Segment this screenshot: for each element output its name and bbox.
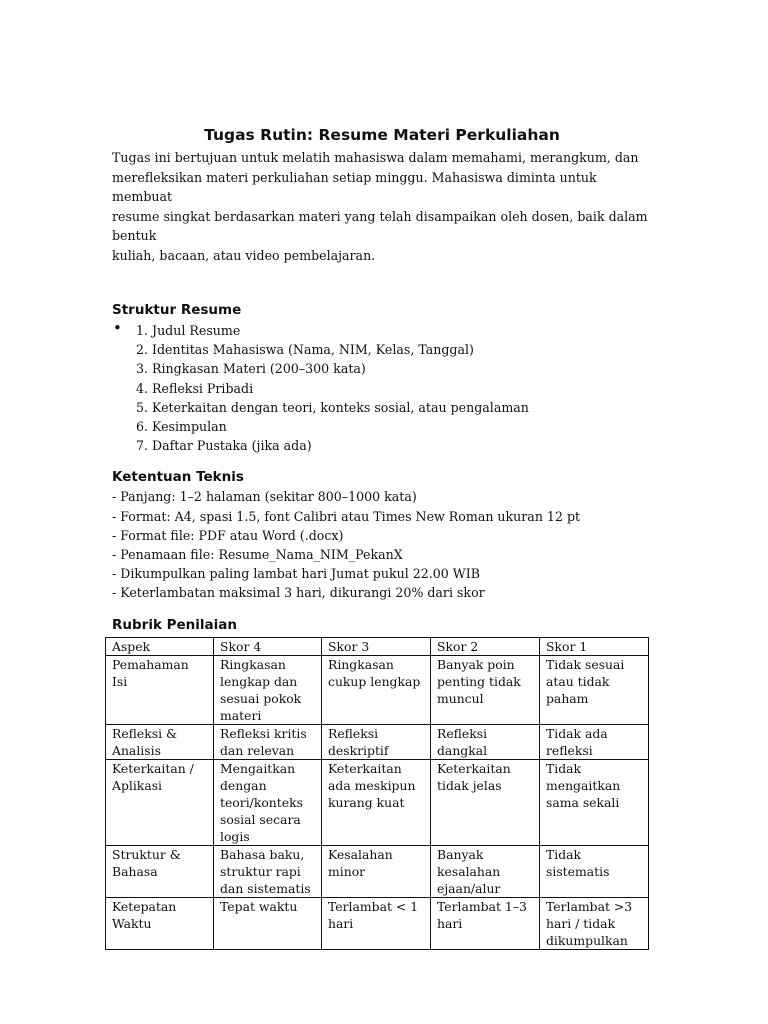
list-item: 7. Daftar Pustaka (jika ada) (136, 438, 312, 454)
table-cell: Keterkaitan tidak jelas (431, 759, 540, 845)
table-row (106, 897, 649, 949)
table-cell: Keterkaitan ada meskipun kurang kuat (322, 759, 431, 845)
table-header-cell: Skor 4 (214, 637, 322, 655)
table-cell: Mengaitkan dengan teori/konteks sosial secara logis (214, 759, 322, 845)
table-cell: Refleksi deskriptif (322, 724, 431, 759)
ketentuan-list (112, 487, 652, 602)
intro-paragraph (112, 148, 652, 265)
table-cell: Tidak ada refleksi (540, 724, 649, 759)
intro-line: kuliah, bacaan, atau video pembelajaran. (112, 247, 376, 263)
table-cell: Kesalahan minor (322, 845, 431, 897)
bullet-icon: • (113, 319, 122, 337)
table-cell: Refleksi kritis dan relevan (214, 724, 322, 759)
list-item: - Panjang: 1–2 halaman (sekitar 800–1000 kata) (112, 489, 417, 505)
table-header-cell: Skor 2 (431, 637, 540, 655)
table-row (106, 759, 649, 845)
table-header-cell: Skor 3 (322, 637, 431, 655)
list-item: - Format: A4, spasi 1.5, font Calibri atau Times New Roman ukuran 12 pt (112, 508, 581, 524)
list-item: 5. Keterkaitan dengan teori, konteks sosial, atau pengalaman (136, 399, 529, 415)
list-item: 6. Kesimpulan (136, 419, 227, 435)
table-cell: Banyak poin penting tidak muncul (431, 655, 540, 724)
table-cell: Terlambat >3 hari / tidak dikumpulkan (540, 897, 649, 949)
list-item: - Penamaan file: Resume_Nama_NIM_PekanX (112, 547, 403, 563)
document-title: Tugas Rutin: Resume Materi Perkuliahan (204, 126, 560, 144)
table-row (106, 724, 649, 759)
rubrik-heading: Rubrik Penilaian (112, 616, 238, 633)
table-header-cell: Aspek (106, 637, 214, 655)
list-item: 3. Ringkasan Materi (200–300 kata) (136, 361, 366, 377)
table-header-cell: Skor 1 (540, 637, 649, 655)
table-cell: Pemahaman Isi (106, 655, 214, 724)
list-item: - Format file: PDF atau Word (.docx) (112, 527, 344, 543)
list-item: - Dikumpulkan paling lambat hari Jumat pukul 22.00 WIB (112, 566, 480, 582)
table-cell: Tidak sesuai atau tidak paham (540, 655, 649, 724)
table-row (106, 655, 649, 724)
table-cell: Banyak kesalahan ejaan/alur (431, 845, 540, 897)
table-cell: Tidak mengaitkan sama sekali (540, 759, 649, 845)
struktur-heading: Struktur Resume (112, 302, 242, 318)
list-item: 2. Identitas Mahasiswa (Nama, NIM, Kelas, Tanggal) (136, 342, 474, 358)
table-cell: Ringkasan lengkap dan sesuai pokok materi (214, 655, 322, 724)
table-cell: Terlambat 1–3 hari (431, 897, 540, 949)
table-cell: Tidak sistematis (540, 845, 649, 897)
table-header-row (106, 637, 649, 655)
list-item: 4. Refleksi Pribadi (136, 380, 254, 396)
table-cell: Keterkaitan / Aplikasi (106, 759, 214, 845)
table-row (106, 845, 649, 897)
struktur-list (112, 321, 652, 455)
table-cell: Refleksi dangkal (431, 724, 540, 759)
list-item: 1. Judul Resume (136, 323, 241, 338)
list-item: - Keterlambatan maksimal 3 hari, dikurangi 20% dari skor (112, 585, 485, 601)
table-cell: Tepat waktu (214, 897, 322, 949)
rubrik-table (105, 637, 649, 950)
table-cell: Ketepatan Waktu (106, 897, 214, 949)
table-cell: Terlambat < 1 hari (322, 897, 431, 949)
intro-line: Tugas ini bertujuan untuk melatih mahasiswa dalam memahami, merangkum, dan (112, 150, 639, 165)
table-cell: Bahasa baku, struktur rapi dan sistematis (214, 845, 322, 897)
document-page (112, 124, 652, 948)
table-cell: Ringkasan cukup lengkap (322, 655, 431, 724)
intro-line: merefleksikan materi perkuliahan setiap minggu. Mahasiswa diminta untuk membuat (112, 169, 597, 204)
table-cell: Struktur & Bahasa (106, 845, 214, 897)
ketentuan-heading: Ketentuan Teknis (112, 469, 244, 486)
table-cell: Refleksi & Analisis (106, 724, 214, 759)
intro-line: resume singkat berdasarkan materi yang telah disampaikan oleh dosen, baik dalam bentuk (112, 208, 648, 243)
